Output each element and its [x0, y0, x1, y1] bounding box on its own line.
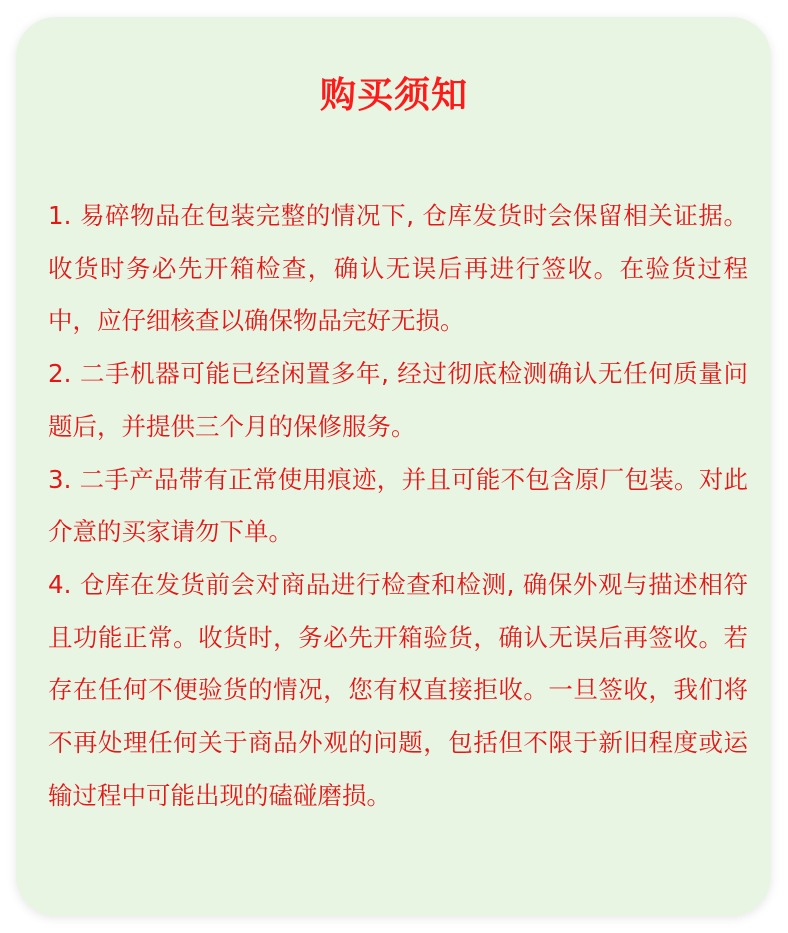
- notice-text: 二手产品带有正常使用痕迹，并且可能不包含原厂包装。对此介意的买家请勿下单。: [48, 464, 748, 547]
- notice-text: 易碎物品在包装完整的情况下, 仓库发货时会保留相关证据。收货时务必先开箱检查，确认无误后再进行签收。在验货过程中，应仔细核查以确保物品完好无损。: [48, 201, 748, 336]
- notice-item-2: [48, 348, 748, 453]
- notice-item-3: [48, 454, 748, 559]
- notice-text: 二手机器可能已经闲置多年, 经过彻底检测确认无任何质量问题后，并提供三个月的保修服务。: [48, 359, 748, 441]
- notice-number: 2.: [48, 359, 72, 389]
- notice-number: 4.: [48, 569, 72, 599]
- page-title: 购买须知: [319, 75, 468, 116]
- notice-number: 1.: [48, 201, 72, 230]
- notice-list: [48, 190, 748, 822]
- notice-number: 3.: [48, 464, 72, 494]
- notice-item-4: [48, 559, 748, 823]
- notice-item-1: [48, 190, 748, 348]
- notice-text: 仓库在发货前会对商品进行检查和检测, 确保外观与描述相符且功能正常。收货时，务必先开箱验货，确认无误后再签收。若存在任何不便验货的情况，您有权直接拒收。一旦签收，我们将不再处理任何关于商品外观的问题，包括但不限于新旧程度或运输过程中可能出现的磕碰磨损。: [48, 569, 748, 810]
